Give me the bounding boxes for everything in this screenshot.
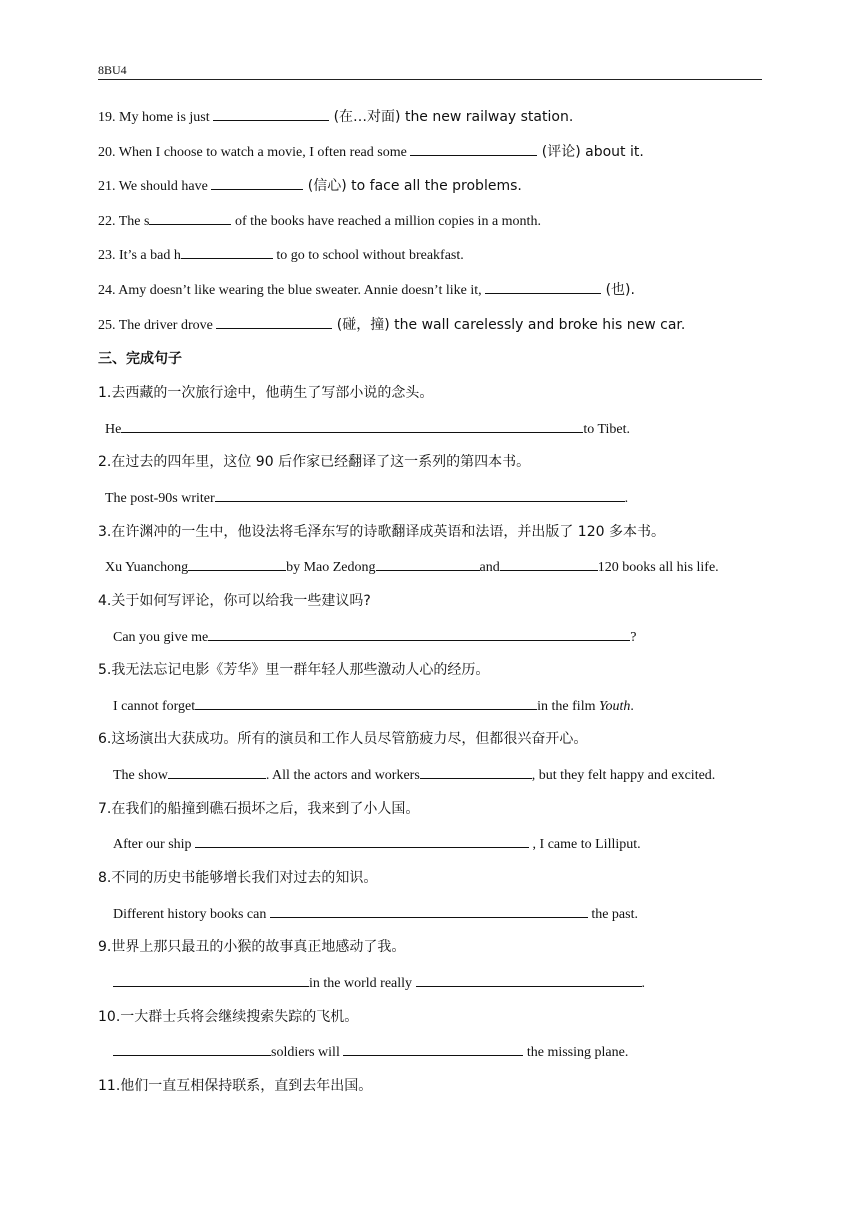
sentence-8-english: Different history books can the past. [113,904,638,924]
sentence-3-english: Xu Yuanchong by Mao Zedong and 120 books all his life. [105,557,719,577]
answer-blank[interactable] [416,973,642,987]
answer-blank[interactable] [181,245,273,259]
page-header [98,63,762,80]
sentence-6-chinese: 6.这场演出大获成功。所有的演员和工作人员尽管筋疲力尽，但都很兴奋开心。 [98,731,588,747]
answer-blank[interactable] [500,557,598,571]
fill-item-22: 22. The s of the books have reached a million copies in a month. [98,211,541,231]
answer-blank[interactable] [343,1042,523,1056]
sentence-2-english: The post-90s writer . [105,488,628,508]
sentence-5-chinese: 5.我无法忘记电影《芳华》里一群年轻人那些激动人心的经历。 [98,662,490,678]
answer-blank[interactable] [376,557,480,571]
answer-blank[interactable] [121,419,583,433]
answer-blank[interactable] [485,280,601,294]
answer-blank[interactable] [188,557,286,571]
answer-blank[interactable] [215,488,625,502]
sentence-6-english: The show . All the actors and workers , but they felt happy and excited. [113,765,715,785]
fill-item-21: 21. We should have (信心) to face all the problems. [98,178,522,194]
answer-blank[interactable] [195,834,529,848]
fill-item-19: 19. My home is just (在…对面) the new railway station. [98,109,574,125]
sentence-8-chinese: 8.不同的历史书能够增长我们对过去的知识。 [98,870,378,886]
answer-blank[interactable] [410,142,537,156]
sentence-10-english: soldiers will the missing plane. [113,1042,628,1062]
sentence-10-chinese: 10.一大群士兵将会继续搜索失踪的飞机。 [98,1009,359,1025]
answer-blank[interactable] [211,176,303,190]
sentence-7-english: After our ship , I came to Lilliput. [113,834,641,854]
fill-item-20: 20. When I choose to watch a movie, I often read some (评论) about it. [98,144,644,160]
answer-blank[interactable] [420,765,532,779]
sentence-4-english: Can you give me ? [113,627,636,647]
sentence-9-english: in the world really . [113,973,645,993]
fill-item-24: 24. Amy doesn’t like wearing the blue sweater. Annie doesn’t like it, (也). [98,282,635,298]
sentence-2-chinese: 2.在过去的四年里，这位 90 后作家已经翻译了这一系列的第四本书。 [98,454,531,470]
section-heading: 三、完成句子 [98,351,182,367]
fill-item-25: 25. The driver drove (碰，撞) the wall carelessly and broke his new car. [98,317,686,333]
sentence-3-chinese: 3.在许渊冲的一生中，他设法将毛泽东写的诗歌翻译成英语和法语，并出版了 120 多本书。 [98,524,665,540]
sentence-1-english: He to Tibet. [105,419,630,439]
answer-blank[interactable] [113,973,309,987]
sentence-7-chinese: 7.在我们的船撞到礁石损坏之后，我来到了小人国。 [98,801,420,817]
fill-item-23: 23. It’s a bad h to go to school without breakfast. [98,245,464,265]
header-code: 8BU4 [98,63,127,77]
answer-blank[interactable] [113,1042,271,1056]
sentence-1-chinese: 1.去西藏的一次旅行途中，他萌生了写部小说的念头。 [98,385,434,401]
sentence-9-chinese: 9.世界上那只最丑的小猴的故事真正地感动了我。 [98,939,406,955]
answer-blank[interactable] [213,107,329,121]
answer-blank[interactable] [195,696,537,710]
answer-blank[interactable] [168,765,266,779]
answer-blank[interactable] [270,904,588,918]
sentence-11-chinese: 11.他们一直互相保持联系，直到去年出国。 [98,1078,373,1094]
sentence-5-english: I cannot forget in the film Youth. [113,696,634,716]
answer-blank[interactable] [208,627,630,641]
answer-blank[interactable] [149,211,231,225]
answer-blank[interactable] [216,315,332,329]
sentence-4-chinese: 4.关于如何写评论，你可以给我一些建议吗? [98,593,371,609]
